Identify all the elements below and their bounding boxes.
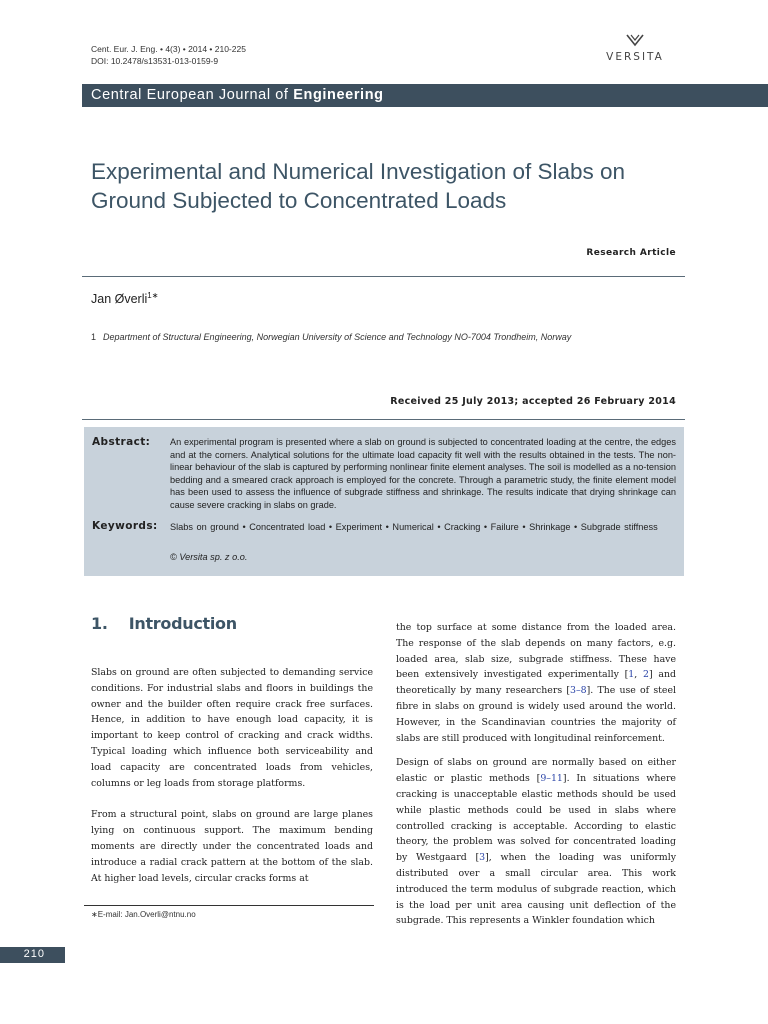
section-heading bbox=[91, 614, 237, 633]
text-run: Design of slabs on ground are normally based on either elastic or plastic methods [ bbox=[396, 757, 676, 785]
author-mark: 1∗ bbox=[147, 291, 159, 300]
affiliation bbox=[91, 332, 571, 342]
footnote-divider bbox=[84, 905, 374, 906]
journal-name bbox=[91, 87, 384, 103]
citation-block bbox=[91, 44, 246, 67]
abstract-box bbox=[84, 427, 684, 576]
paragraph: Slabs on ground are often subjected to demanding service conditions. For industrial slabs and floors in buildings the owner and the builder often require crack free surfaces. Hence, in addition to have enough load capacity, it is important to keep control of cracking and crack widths. Typical loading which influence both serviceability and load capacity are concentrated loads from vehicles, columns or leg loads from storage platforms. bbox=[91, 667, 373, 789]
journal-banner bbox=[82, 84, 768, 107]
publisher-logo bbox=[595, 33, 675, 63]
text-run: ]. The use of steel fibre in slabs on ground is widely used around the world. However, in the Scandinavian countries the majority of slabs are still produced with longitudinal reinforcement. bbox=[396, 685, 676, 744]
right-column bbox=[396, 620, 676, 938]
abstract-label: Abstract: bbox=[92, 436, 151, 448]
publisher-name: VERSITA bbox=[606, 51, 664, 63]
citation-link[interactable]: 1 bbox=[628, 669, 635, 681]
citation-link[interactable]: 9–11 bbox=[540, 773, 563, 785]
citation-link[interactable]: 2 bbox=[642, 669, 649, 681]
divider bbox=[82, 276, 685, 277]
affiliation-text: Department of Structural Engineering, Norwegian University of Science and Technology NO-7004 Trondheim, Norway bbox=[103, 332, 572, 342]
left-column bbox=[91, 665, 373, 895]
versita-mark-icon bbox=[626, 33, 644, 47]
article-type: Research Article bbox=[586, 248, 676, 258]
author bbox=[91, 291, 158, 306]
page-number: 210 bbox=[23, 948, 45, 960]
text-run: the top surface at some distance from the loaded area. The response of the slab depends on many factors, e.g. loaded area, slab size, subgrade stiffness. These have been extensively investigated experimentally [ bbox=[396, 622, 676, 681]
section-title: Introduction bbox=[128, 614, 237, 633]
text-run: ], when the loading was uniformly distributed over a small circular area. This work introduced the term modulus of subgrade reaction, which is the load per unit area causing unit deflection of the subgrade. This represents a Winkler foundation which bbox=[396, 852, 676, 927]
doi-line: DOI: 10.2478/s13531-013-0159-9 bbox=[91, 55, 219, 66]
paragraph: From a structural point, slabs on ground are large planes lying on continuous support. The maximum bending moments are directly under the concentrated loads and introduce a radial crack pattern at the bottom of the slab. At higher load levels, circular cracks forms at bbox=[91, 809, 373, 884]
abstract-text: An experimental program is presented where a slab on ground is subjected to concentrated loading at the centre, the edges and at the corners. Analytical solutions for the ultimate load capacity fit well with the results obtained in the tests. The non-linear behaviour of the slab is captured by performing nonlinear finite element analyses. The soil is modelled as a no-tension bedding and a smeared crack approach is employed for the concrete. Through a parametric study, the finite element model has been used to assess the influence of subgrade stiffness and shrinkage. The results indicate that drying shrinkage can cause severe cracking in slabs on grade. bbox=[170, 437, 676, 510]
citation-line: Cent. Eur. J. Eng. • 4(3) • 2014 • 210-225 bbox=[91, 44, 246, 54]
section-number: 1. bbox=[91, 614, 108, 633]
article-title: Experimental and Numerical Investigation of Slabs on Ground Subjected to Concentrated Loads bbox=[91, 159, 626, 213]
footnote: ∗E-mail: Jan.Overli@ntnu.no bbox=[91, 910, 196, 919]
page-number-tab bbox=[0, 947, 65, 963]
affiliation-number: 1 bbox=[91, 332, 97, 342]
citation-link[interactable]: 3 bbox=[479, 852, 486, 864]
citation-link[interactable]: 3–8 bbox=[570, 685, 587, 697]
received-dates: Received 25 July 2013; accepted 26 February 2014 bbox=[390, 396, 676, 407]
author-name: Jan Øverli bbox=[91, 292, 148, 306]
text-run: ]. In situations where cracking is unacceptable elastic methods should be used while plastic methods could be used in slabs where controlled cracking is acceptable. According to elastic theory, the problem was solved for concentrated loading by Westgaard [ bbox=[396, 773, 676, 864]
copyright: © Versita sp. z o.o. bbox=[170, 552, 248, 562]
keywords-label: Keywords: bbox=[92, 520, 158, 532]
keywords-text: Slabs on ground • Concentrated load • Experiment • Numerical • Cracking • Failure • Shrinkage • Subgrade stiffness bbox=[170, 522, 658, 532]
text-run: ] and theoretically by many researchers [ bbox=[396, 669, 676, 697]
journal-name-prefix: Central European Journal of bbox=[91, 87, 289, 103]
paragraph bbox=[396, 755, 676, 929]
journal-name-bold: Engineering bbox=[293, 87, 384, 103]
text-run: , bbox=[634, 669, 643, 681]
divider bbox=[82, 419, 685, 420]
paragraph bbox=[396, 620, 676, 746]
